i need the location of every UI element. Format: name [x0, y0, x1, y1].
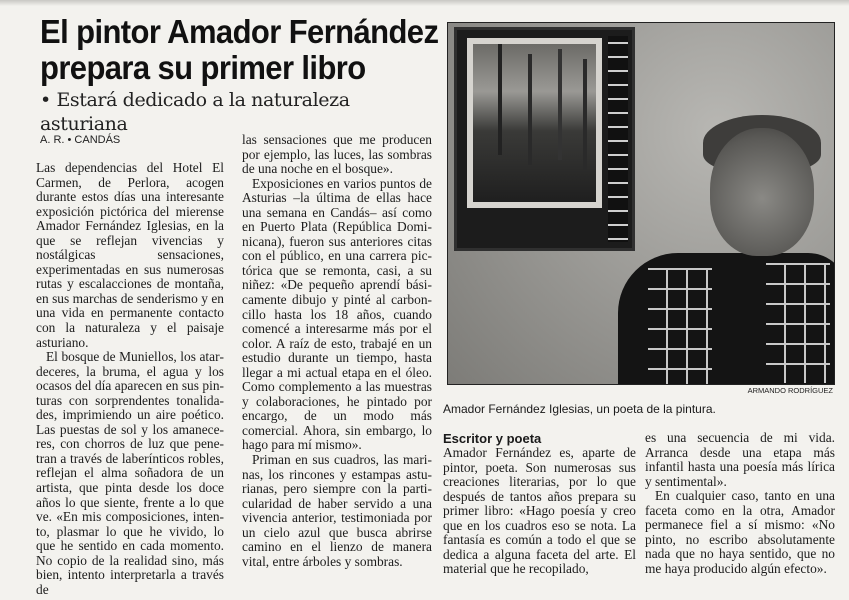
photo-credit: ARMANDO RODRÍGUEZ — [747, 386, 833, 395]
headline: El pintor Amador Fernández prepara su primer libro — [40, 12, 439, 87]
article-column-1 — [36, 161, 224, 597]
framed-painting — [454, 27, 635, 251]
man-face — [710, 128, 814, 256]
shirt-pattern-left — [648, 268, 712, 385]
scan-top-edge — [0, 0, 849, 6]
shirt-pattern-right — [766, 263, 830, 383]
section-heading: Escritor y poeta — [443, 431, 542, 446]
paragraph: Exposiciones en varios puntos de Asturias –la última de ellas hace una semana en Candás– así como en Puerto Plata (República Dominicana), fueron sus anteriores citas con el público, en una carrera pictórica que se remonta, casi, a su niñez: «De pequeño aprendí básicamente dibujo y pinté al carboncillo hasta los 18 años, cuando comencé a interesarme más por el color. A raíz de esto, trabajé en un estudio durante un tiempo, hasta llegar a mi actual etapa en el óleo. Como complemento a las muestras y colaboraciones, he pintado por encargo, de un modo más comercial. Ahora, sin embargo, lo hago para mí mismo». — [242, 175, 432, 453]
paragraph: Las dependencias del Hotel El Carmen, de Perlora, acogen durante estos días una interesante exposición pictórica del mierense Amador Fernández Iglesias, en la que se reflejan vivencias y nostálgicas sensaciones, experimentadas en sus numerosas rutas y escalacciones de montaña, en sus marchas de senderismo y en una vida en permanente contacto con la naturaleza y el paisaje asturiano. — [36, 160, 224, 350]
article-column-2 — [242, 133, 432, 569]
paragraph: En cualquier caso, tanto en una faceta como en la otra, Amador permanece fiel a sí mismo: «No pinto, no escribo absolutamente nada que no haya sentido, que no me haya producido algún efecto». — [645, 488, 835, 576]
byline: A. R. • CANDÁS — [40, 134, 121, 146]
photo-caption: Amador Fernández Iglesias, un poeta de la pintura. — [443, 402, 716, 416]
paragraph: Priman en sus cuadros, las marinas, los rincones y estampas asturianas, pero siempre con la particularidad de haber servido a una vivencia anterior, testimoniada por un cielo azul que busca abrirse camino en el lienzo de manera vital, entre árboles y sombras. — [242, 452, 432, 569]
article-photo — [447, 22, 835, 385]
paragraph: El bosque de Muniellos, los atardeceres, la bruma, el agua y los ocasos del día aparecen en sus pinturas con sorprendentes tonalidades, imprimiendo un aire poético. Las puestas de sol y los amaneceres, con chorros de luz que penetran a través de laberínticos robles, reflejan el alma soñadora de un artista, que pinta desde los doce años lo que siente, frente a lo que ve. «En mis composiciones, intento, plasmar lo que he vivido, lo que he sentido en cada momento. No copio de la realidad sino, más bien, intento interpretarla a través de — [36, 349, 224, 597]
paragraph: es una secuencia de mi vida. Arranca desde una etapa más infantil hasta una poesía más lírica y sentimental». — [645, 430, 835, 489]
paragraph: Amador Fernández es, aparte de pintor, poeta. Son numerosas sus creaciones literarias, por lo que después de tantos años prepara su primer libro: «Hago poesía y creo que en los cuadros eso se nota. La fantasía es común a todo el que se dedica a alguna faceta del arte. El material que he recopilado, — [443, 445, 636, 577]
subheadline: • Estará dedicado a la naturaleza asturiana — [40, 89, 350, 135]
article-column-3 — [443, 446, 636, 577]
painting-mat — [467, 38, 602, 208]
article-column-4 — [645, 431, 835, 576]
frame-ornament — [608, 36, 628, 242]
forest-painting — [473, 44, 596, 202]
paragraph: las sensaciones que me producen por ejemplo, las luces, las sombras de una noche en el bosque». — [242, 132, 432, 177]
